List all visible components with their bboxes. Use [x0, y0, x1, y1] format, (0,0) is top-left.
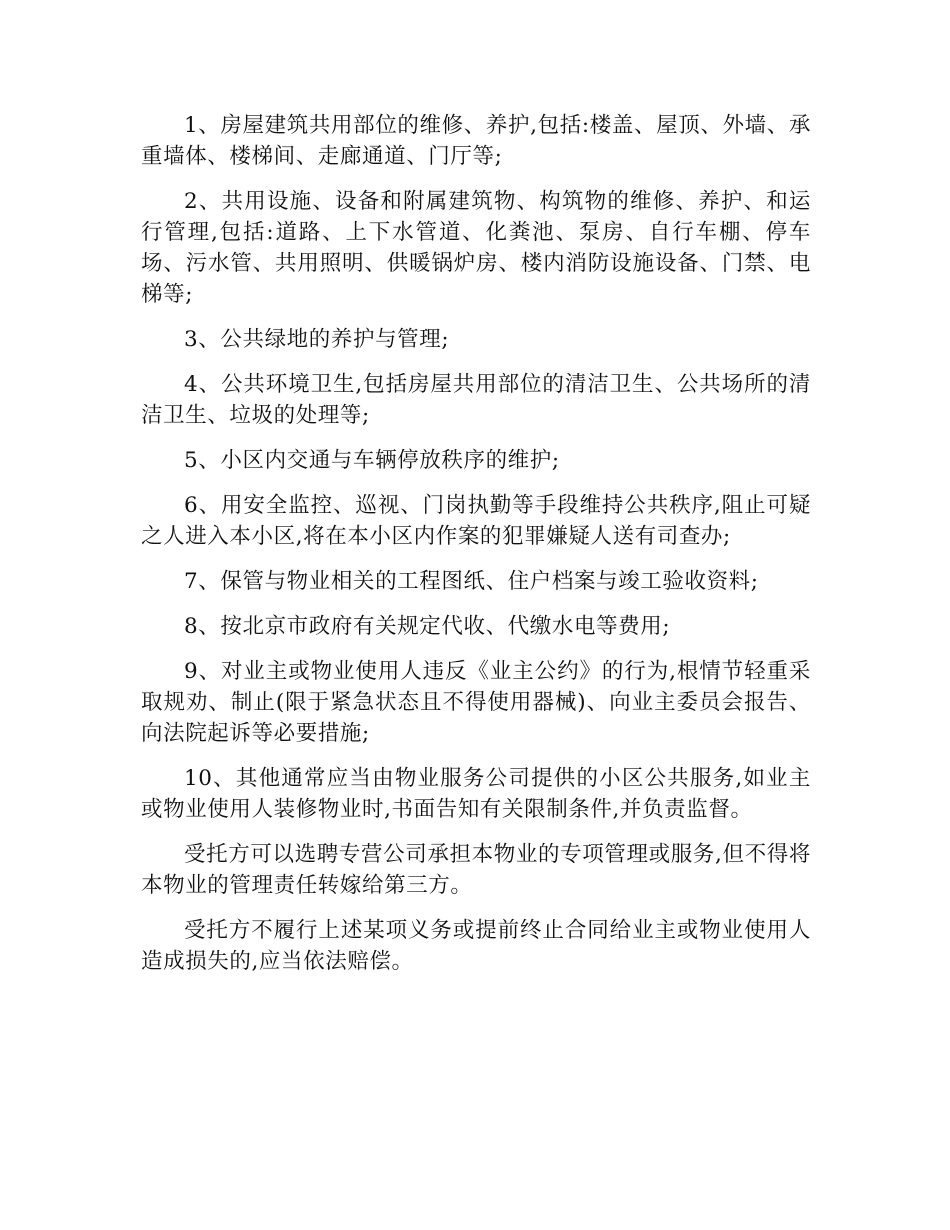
paragraph-item-5: 5、小区内交通与车辆停放秩序的维护; [184, 448, 560, 473]
paragraph-item-10: 10、其他通常应当由物业服务公司提供的小区公共服务,如业主或物业使用人装修物业时,书面告知有关限制条件,并负责监督。 [141, 766, 811, 822]
document-page [141, 110, 811, 991]
paragraph-item-8: 8、按北京市政府有关规定代收、代缴水电等费用; [184, 614, 671, 639]
paragraph-item-9: 9、对业主或物业使用人违反《业主公约》的行为,根情节轻重采取规劝、制止(限于紧急状态且不得使用器械)、向业主委员会报告、向法院起诉等必要措施; [141, 659, 811, 746]
paragraph-item-7: 7、保管与物业相关的工程图纸、住户档案与竣工验收资料; [184, 569, 759, 594]
paragraph-item-1: 1、房屋建筑共用部位的维修、养护,包括:楼盖、屋顶、外墙、承重墙体、楼梯间、走廊通道、门厅等; [141, 113, 811, 169]
paragraph-item-4: 4、公共环境卫生,包括房屋共用部位的清洁卫生、公共场所的清洁卫生、垃圾的处理等; [141, 372, 811, 428]
paragraph-item-2: 2、共用设施、设备和附属建筑物、构筑物的维修、养护、和运行管理,包括:道路、上下水管道、化粪池、泵房、自行车棚、停车场、污水管、共用照明、供暖锅炉房、楼内消防设施设备、门禁、电梯等; [141, 189, 811, 307]
paragraph-item-6: 6、用安全监控、巡视、门岗执勤等手段维持公共秩序,阻止可疑之人进入本小区,将在本小区内作案的犯罪嫌疑人送有司查办; [141, 493, 811, 549]
paragraph-liability-clause: 受托方不履行上述某项义务或提前终止合同给业主或物业使用人造成损失的,应当依法赔偿。 [141, 918, 811, 974]
paragraph-subcontract-clause: 受托方可以选聘专营公司承担本物业的专项管理或服务,但不得将本物业的管理责任转嫁给第三方。 [141, 842, 811, 898]
paragraph-item-3: 3、公共绿地的养护与管理; [184, 327, 450, 352]
